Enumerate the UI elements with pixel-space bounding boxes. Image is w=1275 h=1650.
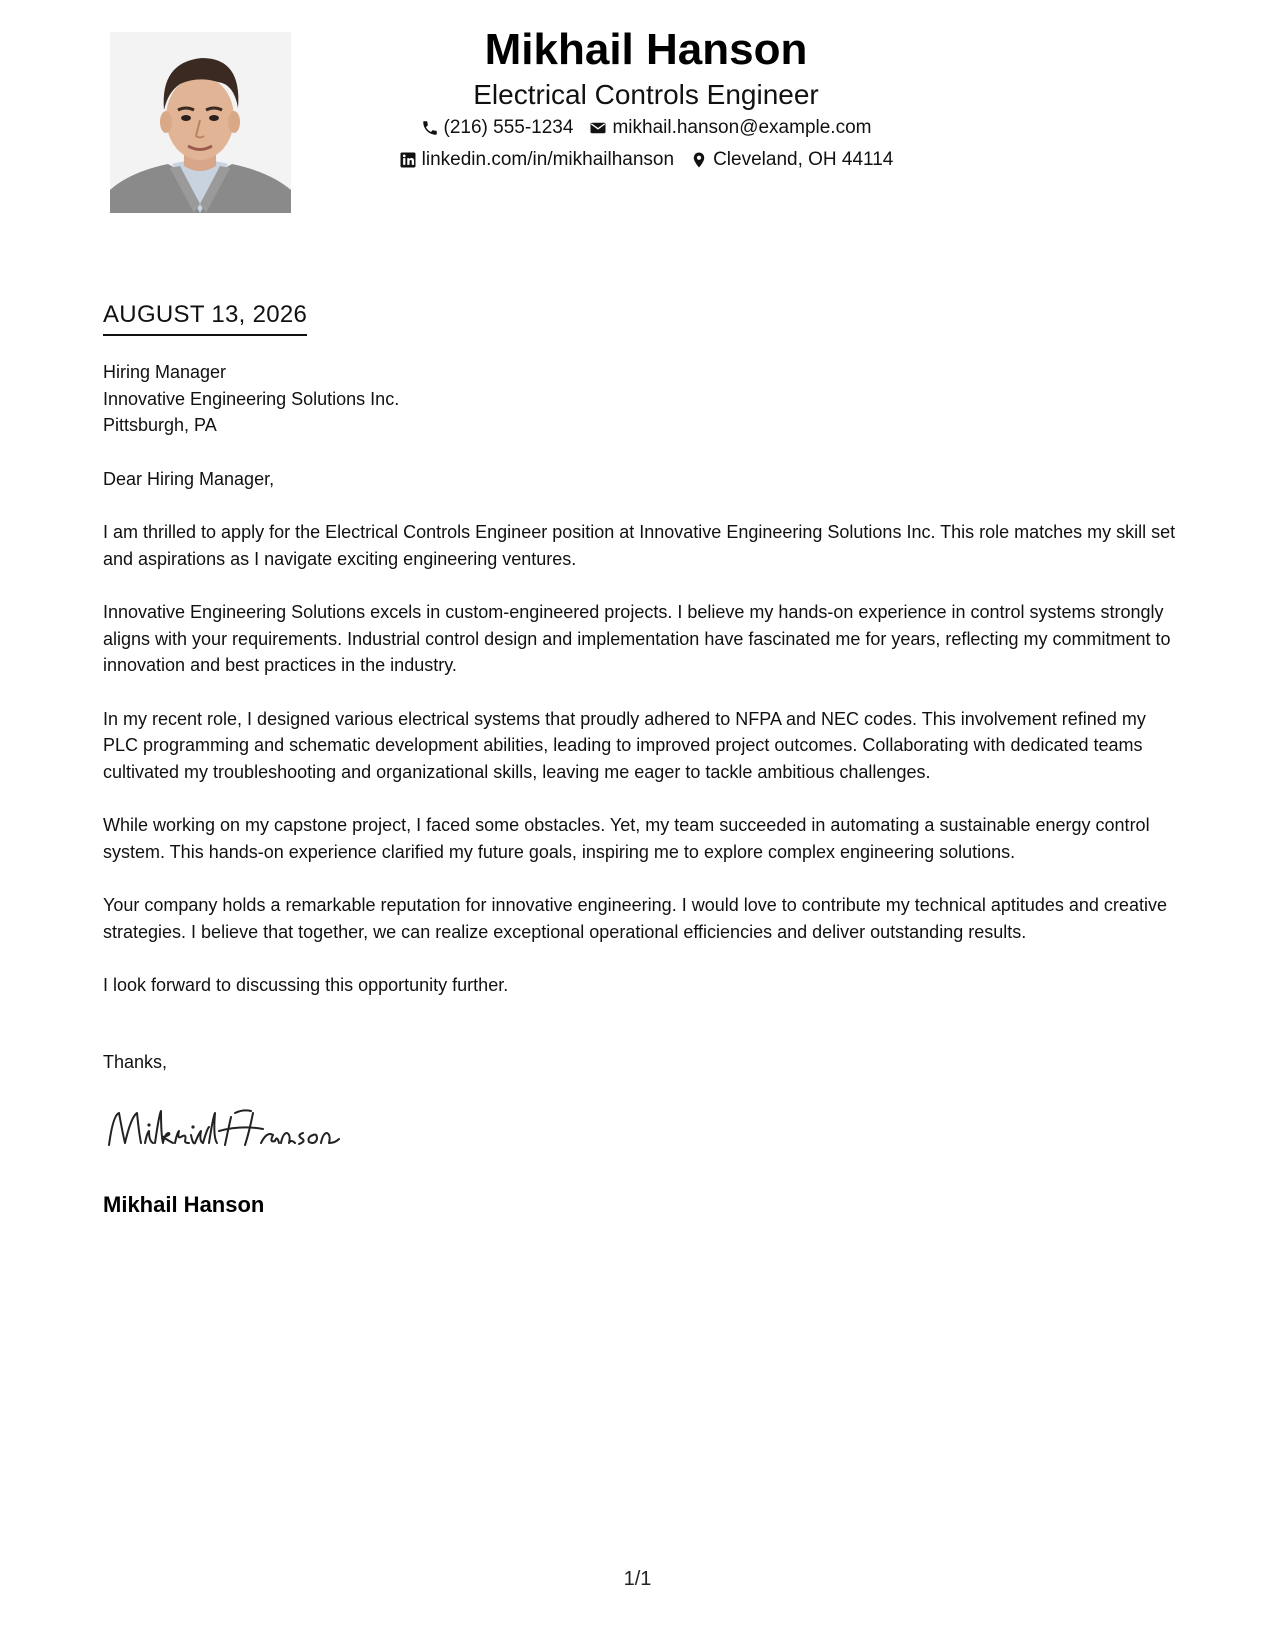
- letter-body: [103, 359, 1183, 999]
- paragraph: I am thrilled to apply for the Electrical Controls Engineer position at Innovative Engineering Solutions Inc. This role matches my skill set and aspirations as I navigate exciting engineering ventures.: [103, 522, 1176, 569]
- paragraph: Your company holds a remarkable reputation for innovative engineering. I would love to contribute my technical aptitudes and creative strategies. I believe that together, we can realize exceptional operational efficiencies and deliver outstanding results.: [103, 895, 1167, 942]
- recipient-company: Innovative Engineering Solutions Inc.: [103, 388, 400, 409]
- page-number: 1/1: [623, 1568, 652, 1590]
- contact-email[interactable]: [589, 112, 871, 144]
- signer-name: Mikhail Hanson: [103, 1192, 265, 1217]
- map-pin-icon: [690, 151, 708, 169]
- paragraph: I look forward to discussing this opportunity further.: [103, 975, 509, 995]
- handwritten-signature: [103, 1105, 363, 1153]
- phone-text: (216) 555-1234: [443, 117, 574, 138]
- profile-photo: [110, 32, 291, 213]
- applicant-title: Electrical Controls Engineer: [473, 79, 819, 110]
- salutation: Dear Hiring Manager,: [103, 468, 275, 489]
- recipient-block: [103, 359, 1183, 439]
- linkedin-text: linkedin.com/in/mikhailhanson: [421, 149, 675, 170]
- linkedin-icon: [399, 151, 417, 169]
- contact-linkedin[interactable]: [399, 144, 674, 176]
- paragraph: Innovative Engineering Solutions excels in custom-engineered projects. I believe my hands-on experience in control systems strongly aligns with your requirements. Industrial control design and implementation have fascinated me for years, reflecting my commitment to innovation and best practices in the industry.: [103, 602, 1171, 675]
- contact-location: [690, 144, 893, 176]
- paragraph: In my recent role, I designed various electrical systems that proudly adhered to NFPA and NEC codes. This involvement refined my PLC programming and schematic development abilities, leading to improved project outcomes. Collaborating with dedicated teams cultivated my troubleshooting and organizational skills, leaving me eager to tackle ambitious challenges.: [103, 708, 1146, 782]
- paragraph: While working on my capstone project, I faced some obstacles. Yet, my team succeeded in automating a sustainable energy control system. This hands-on experience clarified my future goals, inspiring me to explore complex engineering solutions.: [103, 815, 1150, 862]
- contact-row-primary: [360, 112, 932, 144]
- recipient-name: Hiring Manager: [103, 362, 227, 382]
- closing: Thanks,: [103, 1052, 168, 1072]
- contact-row-secondary: [360, 144, 932, 176]
- portrait-image: [110, 32, 291, 213]
- applicant-name: Mikhail Hanson: [484, 25, 808, 74]
- letter-date: AUGUST 13, 2026: [103, 298, 307, 336]
- location-text: Cleveland, OH 44114: [713, 149, 894, 170]
- contact-phone[interactable]: [421, 112, 574, 144]
- email-text: mikhail.hanson@example.com: [612, 117, 872, 138]
- letter-header: [360, 22, 932, 176]
- recipient-location: Pittsburgh, PA: [103, 415, 217, 435]
- phone-icon: [421, 119, 439, 137]
- envelope-icon: [589, 119, 607, 137]
